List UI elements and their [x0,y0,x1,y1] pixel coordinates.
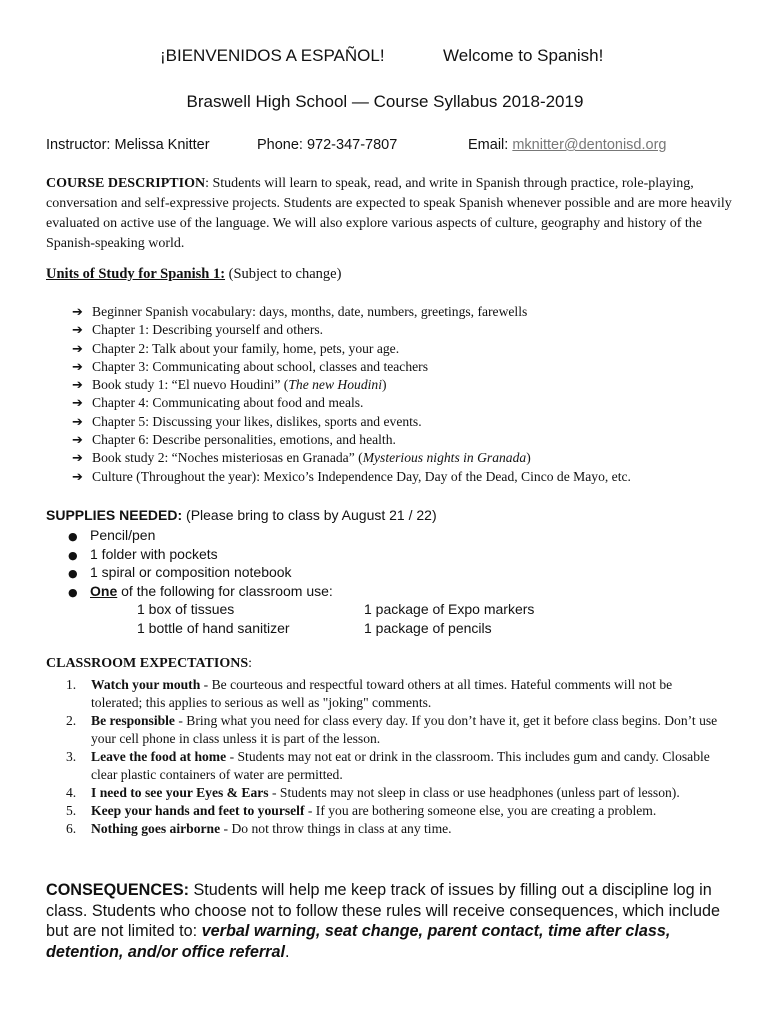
title-spanish: ¡BIENVENIDOS A ESPAÑOL! [160,46,385,65]
email-link[interactable]: mknitter@dentonisd.org [512,137,667,153]
rule-text: - If you are bothering someone else, you are creating a problem. [304,803,657,818]
supply-text: of the following for classroom use: [117,582,333,599]
expectations-heading: CLASSROOM EXPECTATIONS [46,656,249,671]
rule-text: - Be courteous and respectful toward others at all times. Hateful comments will not be tolerated; this applies to serious as well as "joking" comments. [91,677,673,710]
unit-text: Chapter 6: Describe personalities, emotions, and health. [92,432,396,448]
rule-title: Keep your hands and feet to yourself [91,803,305,818]
item-number: 3. [66,749,77,764]
expectations-colon: : [248,656,253,671]
supply-text: 1 folder with pockets [90,545,218,562]
unit-text: Chapter 4: Communicating about food and meals. [92,395,364,411]
units-list [72,303,752,486]
bullet-icon: ● [68,585,78,599]
list-item [66,784,726,802]
consequences-paragraph [46,880,736,962]
unit-text: Chapter 3: Communicating about school, classes and teachers [92,358,428,374]
course-description-heading: COURSE DESCRIPTION [46,176,206,191]
list-item [72,321,752,339]
consequences-heading: CONSEQUENCES: [46,881,190,899]
unit-italic: Mysterious nights in Granada [362,450,527,466]
arrow-icon: ➔ [72,414,83,430]
bullet-icon: ● [68,530,78,543]
supply-text: Pencil/pen [90,527,156,543]
rule-text: - Bring what you need for class every day. If you don’t have it, get it before class begins. Don’t use your cell phone in class unless it is part of the lesson. [91,713,718,746]
list-item [66,802,726,820]
list-item [72,376,752,394]
unit-text: Book study 2: “Noches misteriosas en Granada” ( [92,450,363,466]
list-item [72,468,752,486]
classroom-item: 1 package of Expo markers [364,601,535,617]
arrow-icon: ➔ [72,341,83,357]
classroom-item: 1 box of tissues [137,601,235,617]
rule-title: Leave the food at home [91,749,227,764]
item-number: 1. [66,677,77,692]
arrow-icon: ➔ [72,305,83,320]
unit-tail: ) [526,450,531,466]
rule-text: - Students may not sleep in class or use headphones (unless part of lesson). [268,785,680,800]
list-item [68,582,333,601]
expectations-heading-row [46,656,252,672]
supply-lead: One [90,582,118,599]
expectations-list [66,676,726,838]
arrow-icon: ➔ [72,378,83,394]
units-heading-row [46,266,341,283]
list-item [66,712,726,748]
supplies-list [68,526,333,600]
arrow-icon: ➔ [72,323,83,339]
rule-title: I need to see your Eyes & Ears [91,785,269,800]
supplies-heading-row [46,507,437,523]
email-label: Email: [468,137,513,153]
unit-tail: ) [382,377,387,393]
arrow-icon: ➔ [72,359,83,375]
course-description [46,174,736,254]
instructor-name: Instructor: Melissa Knitter [46,137,210,153]
arrow-icon: ➔ [72,433,83,449]
units-note: (Subject to change) [225,266,342,282]
arrow-icon: ➔ [72,469,83,485]
rule-text: - Do not throw things in class at any time. [220,821,452,836]
list-item [68,545,333,564]
consequences-list: verbal warning, seat change, parent contact, time after class, detention, and/or office referral [46,922,671,961]
arrow-icon: ➔ [72,396,83,412]
bullet-icon: ● [68,548,78,562]
rule-text: - Students may not eat or drink in the classroom. This includes gum and candy. Closable clear plastic containers of water are permitted. [91,749,710,782]
supplies-heading: SUPPLIES NEEDED: [46,507,183,523]
consequences-text: Students will help me keep track of issues by filling out a discipline log in class. Students who choose not to follow these rules will receive consequences, which include but are not limited to: [46,881,720,940]
list-item [66,748,726,784]
item-number: 6. [66,821,77,836]
list-item [68,526,333,545]
classroom-item: 1 bottle of hand sanitizer [137,620,290,636]
list-item [72,358,752,376]
unit-text: Culture (Throughout the year): Mexico’s Independence Day, Day of the Dead, Cinco de Mayo, etc. [92,468,631,484]
list-item [72,431,752,449]
bullet-icon: ● [68,567,78,580]
course-description-text: : Students will learn to speak, read, and write in Spanish through practice, role-playing, conversation and self-expressive projects. Students are expected to speak Spanish whenever possible and are more heavily evaluated on active use of the language. We will also explore various aspects of culture, geography and history of the Spanish-speaking world. [46,176,732,251]
unit-text: Chapter 1: Describing yourself and others. [92,322,324,338]
list-item [66,676,726,712]
list-item [72,303,752,321]
unit-text: Beginner Spanish vocabulary: days, months, date, numbers, greetings, farewells [92,304,528,319]
item-number: 5. [66,803,77,818]
list-item [68,563,333,582]
rule-title: Nothing goes airborne [91,821,221,836]
item-number: 4. [66,785,77,800]
classroom-item: 1 package of pencils [364,620,492,636]
phone-number: Phone: 972-347-7807 [257,137,398,153]
rule-title: Be responsible [91,713,175,728]
unit-text: Chapter 2: Talk about your family, home, pets, your age. [92,340,400,356]
email-block [468,137,666,153]
supplies-note: (Please bring to class by August 21 / 22) [182,507,437,523]
consequences-end: . [284,942,290,961]
list-item [72,413,752,431]
units-heading: Units of Study for Spanish 1: [46,266,226,282]
unit-text: Book study 1: “El nuevo Houdini” ( [92,377,289,393]
list-item [72,340,752,358]
title-english: Welcome to Spanish! [443,46,604,65]
unit-italic: The new Houdini [288,377,382,393]
page-subtitle: Braswell High School — Course Syllabus 2018-2019 [186,92,584,111]
list-item [72,449,752,467]
arrow-icon: ➔ [72,451,83,467]
list-item [66,820,726,838]
supply-text: 1 spiral or composition notebook [90,564,292,580]
item-number: 2. [66,713,77,728]
rule-title: Watch your mouth [91,677,201,692]
list-item [72,394,752,412]
unit-text: Chapter 5: Discussing your likes, dislikes, sports and events. [92,413,422,429]
